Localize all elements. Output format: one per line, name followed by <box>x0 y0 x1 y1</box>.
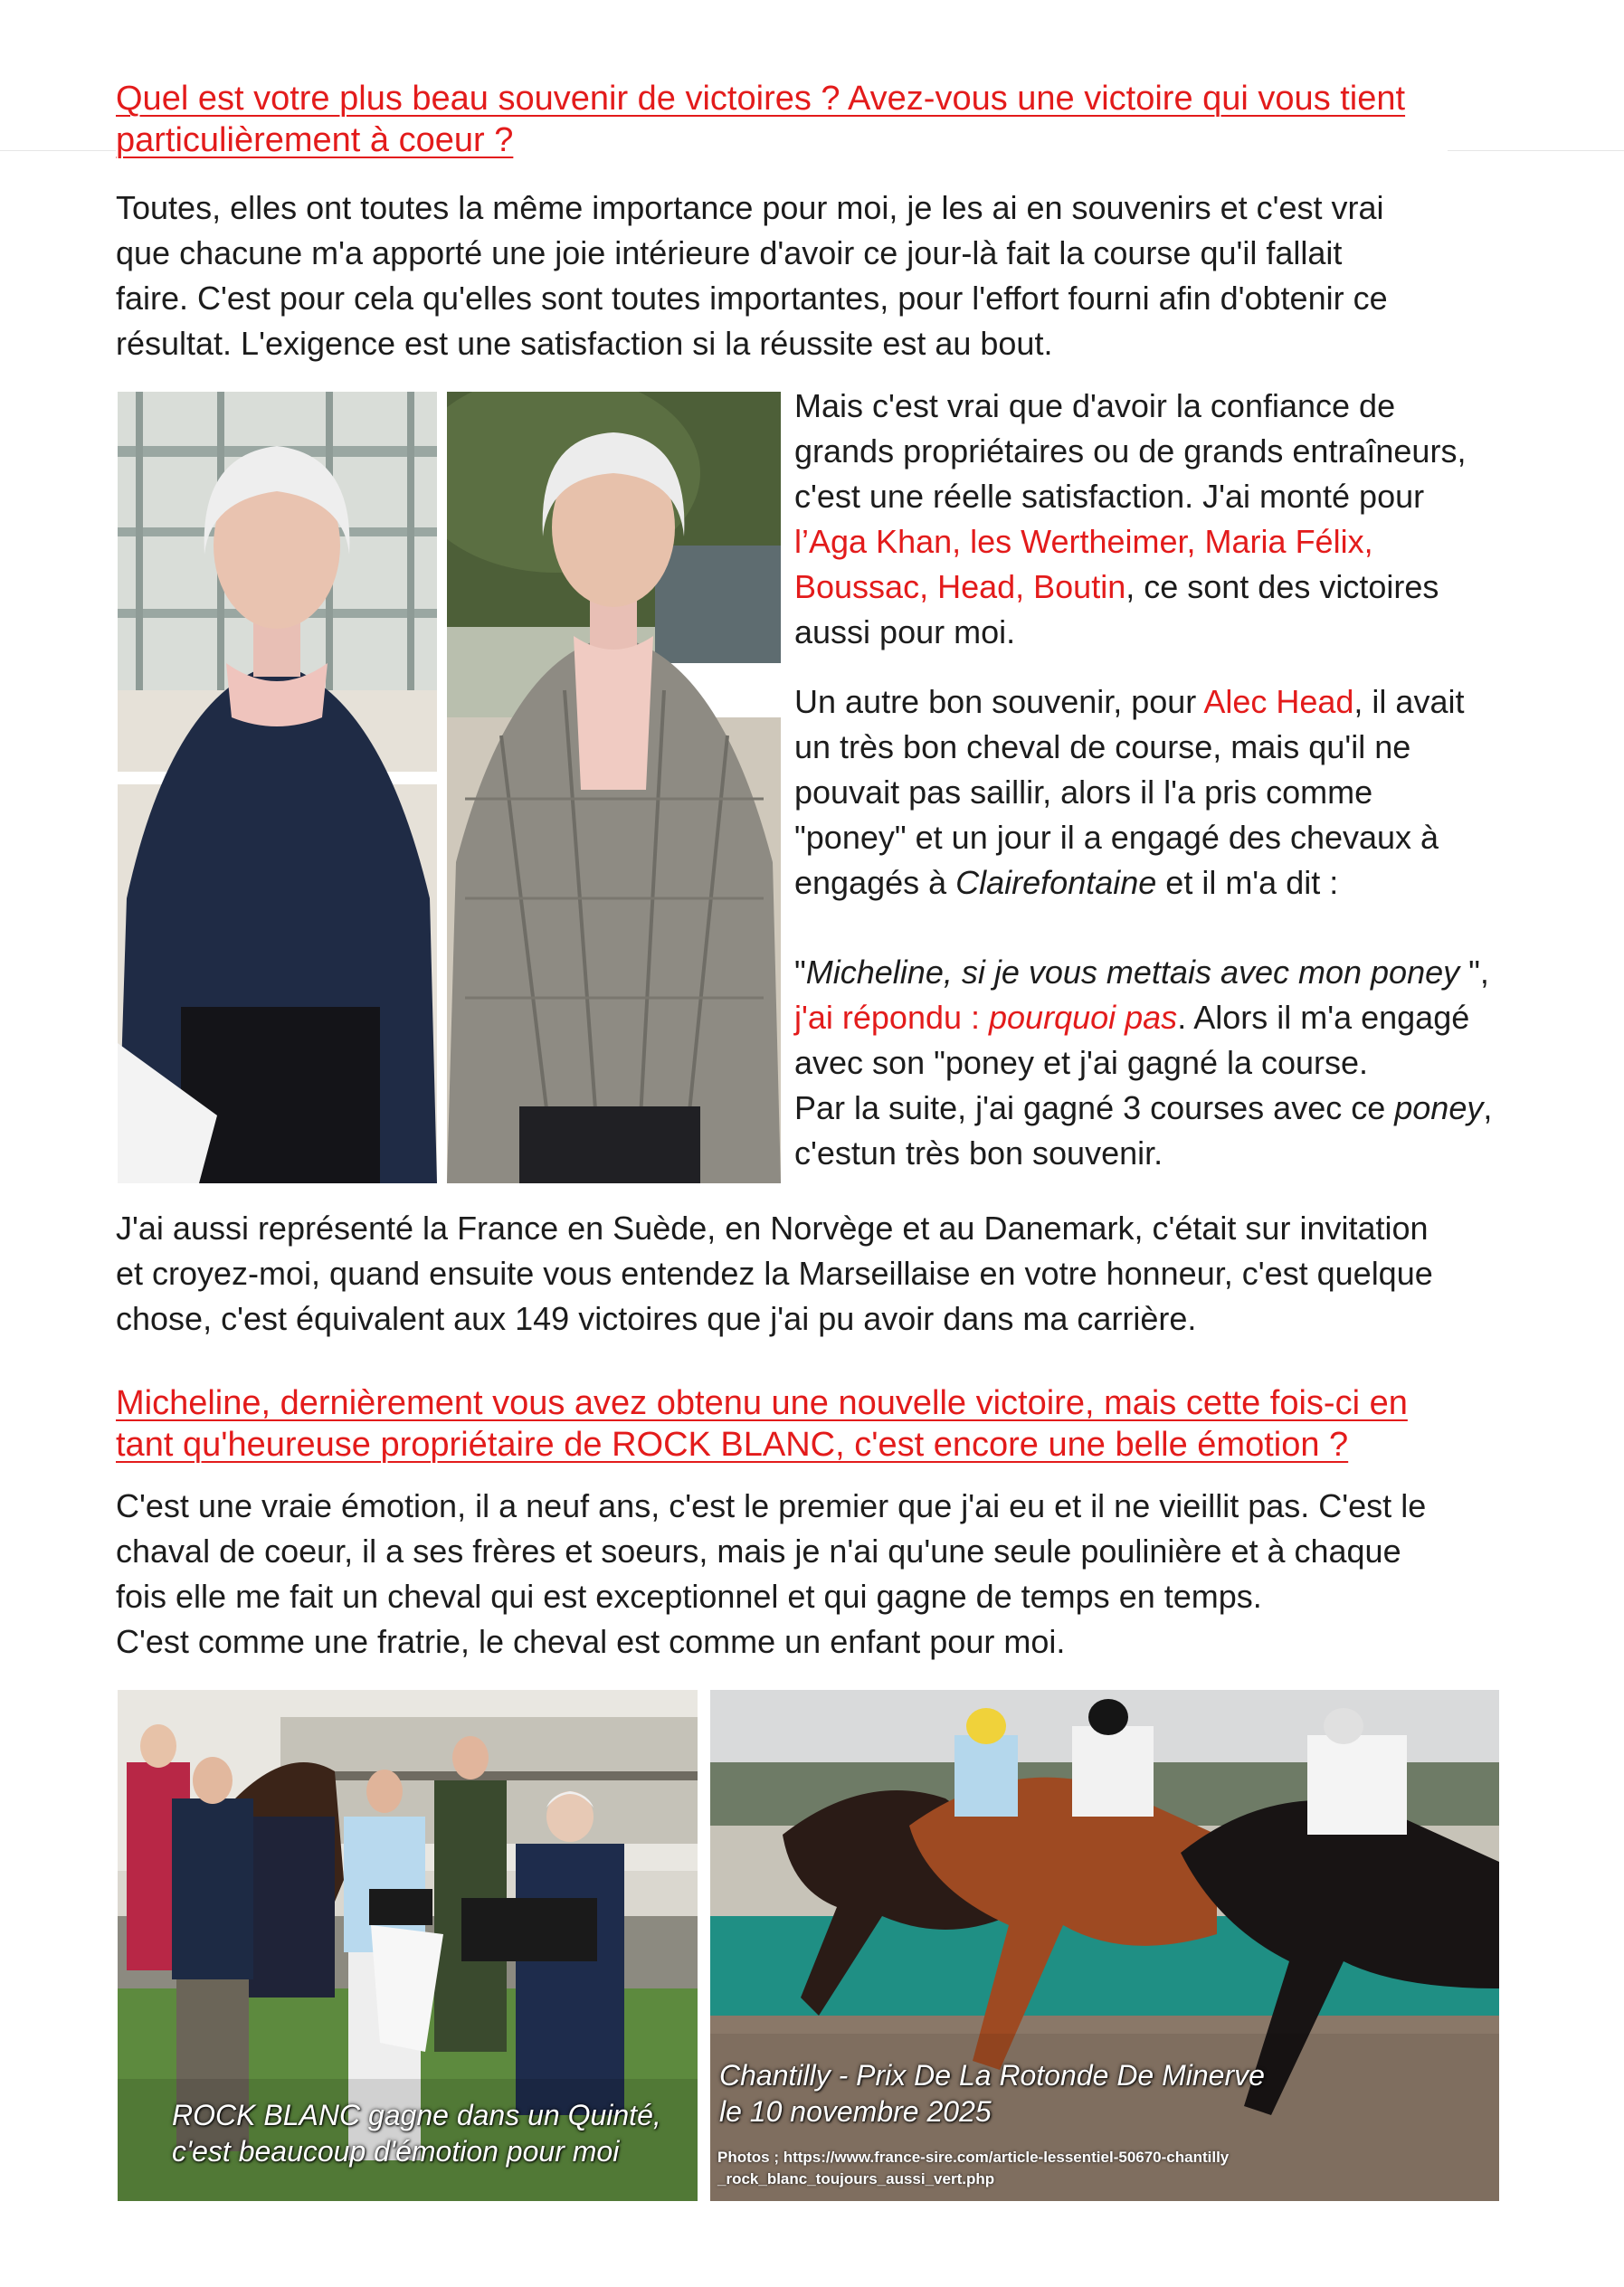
top-rule-left <box>0 150 116 151</box>
winner-photo <box>118 1690 698 2201</box>
portrait-photo-2 <box>447 392 781 1183</box>
side-paragraph-owners: Mais c'est vrai que d'avoir la confiance de grands propriétaires ou de grands entraîneurs, c'est une réelle satisfaction. J'ai monté pour l’Aga Khan, les Wertheimer, Maria Félix, Boussac, Head, Boutin, ce sont des victoires aussi pour moi. <box>794 387 1467 650</box>
answer-1: Toutes, elles ont toutes la même importance pour moi, je les ai en souvenirs et c'est vrai que chacune m'a apporté une joie intérieure d'avoir ce jour-là fait la course qu'il fallait faire. C'est pour cela qu'elles sont toutes importantes, pour l'effort fourni afin d'obtenir ce résultat. L'exigence est une satisfaction si la réussite est au bout. <box>116 189 1388 362</box>
answer-2: C'est une vraie émotion, il a neuf ans, c'est le premier que j'ai eu et il ne vieillit pas. C'est le chaval de coeur, il a ses frères et soeurs, mais je n'ai qu'une seule poulinière et à chaque fois elle me fait un cheval qui est exceptionnel et qui gagne de temps en temps. C'est comme une fratrie, le cheval est comme un enfant pour moi. <box>116 1487 1427 1660</box>
race-photo-caption: Chantilly - Prix De La Rotonde De Minerve le 10 novembre 2025 <box>719 2059 1265 2128</box>
winner-photo-caption: ROCK BLANC gagne dans un Quinté, c'est beaucoup d'émotion pour moi <box>172 2099 661 2168</box>
portrait-photo-1 <box>118 392 437 1183</box>
photo-credit: Photos ; https://www.france-sire.com/article-lessentiel-50670-chantilly _rock_blanc_toujours_aussi_vert.php <box>717 2149 1230 2187</box>
race-photo <box>710 1690 1499 2201</box>
top-rule-right <box>1448 150 1624 151</box>
question-2: Micheline, dernièrement vous avez obtenu une nouvelle victoire, mais cette fois-ci en tant qu'heureuse propriétaire de ROCK BLANC, c'est encore une belle émotion ? <box>116 1384 1408 1464</box>
side-paragraph-poney: "Micheline, si je vous mettais avec mon poney ", j'ai répondu : pourquoi pas. Alors il m'a engagé avec son "poney et j'ai gagné la course. Par la suite, j'ai gagné 3 courses avec ce poney, c'estun très bon souvenir. <box>794 954 1493 1172</box>
paragraph-international: J'ai aussi représenté la France en Suède, en Norvège et au Danemark, c'était sur invitation et croyez-moi, quand ensuite vous entendez la Marseillaise en votre honneur, c'est quelque chose, c'est équivalent aux 149 victoires que j'ai pu avoir dans ma carrière. <box>116 1210 1433 1337</box>
side-paragraph-alec-head: Un autre bon souvenir, pour Alec Head, il avait un très bon cheval de course, mais qu'il ne pouvait pas saillir, alors il l'a pris comme "poney" et un jour il a engagé des chevaux à engagés à Clairefontaine et il m'a dit : <box>794 683 1465 901</box>
question-1: Quel est votre plus beau souvenir de victoires ? Avez-vous une victoire qui vous tient particulièrement à coeur ? <box>116 80 1406 159</box>
